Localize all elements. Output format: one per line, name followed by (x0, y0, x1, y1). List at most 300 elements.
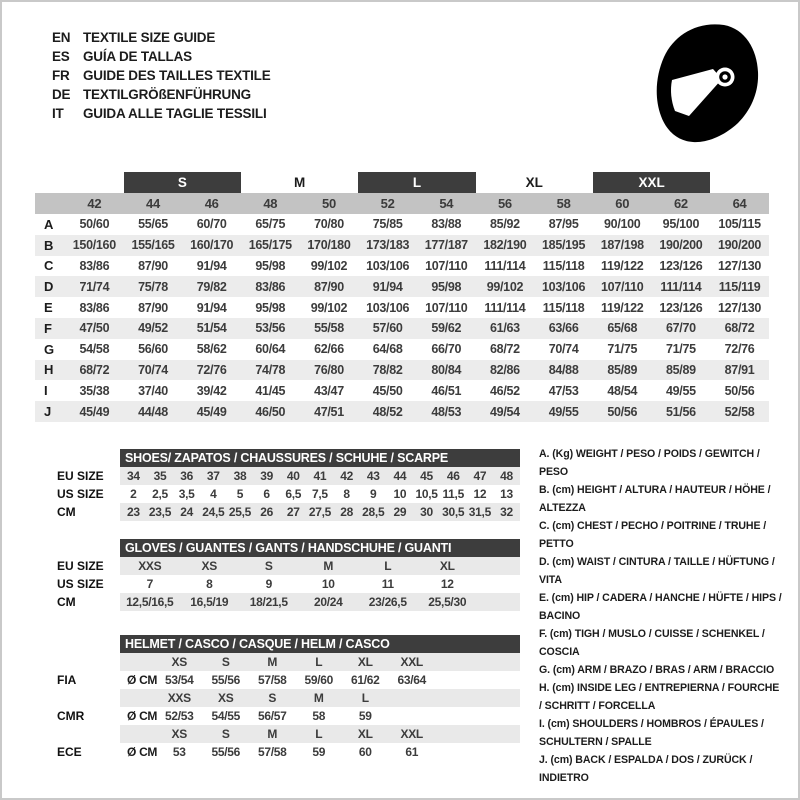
measurement-row (35, 318, 769, 339)
lang-title: GUIDE DES TAILLES TEXTILE (83, 68, 271, 83)
measurement-cell: 50/60 (79, 217, 110, 232)
measurement-cell: 47/51 (314, 404, 344, 419)
lang-code: ES (52, 49, 70, 64)
lang-code: FR (52, 68, 70, 83)
value-cell: 24 (180, 505, 194, 519)
size-header-cell: 50 (322, 196, 336, 211)
value-cell: 11,5 (442, 487, 464, 501)
size-header-cell: 42 (87, 196, 102, 211)
row-label: CM (57, 595, 76, 609)
measurement-cell: 87/90 (138, 258, 168, 273)
size-header-cell: 60 (615, 196, 630, 211)
value-cell: S (221, 655, 230, 669)
row-label: FIA (57, 673, 77, 687)
measurement-cell: 68/72 (490, 342, 520, 357)
measurement-cell: 35/38 (79, 383, 110, 398)
measurement-cell: 99/102 (486, 279, 524, 294)
measurement-cell: 83/88 (431, 217, 462, 232)
table-row (57, 725, 520, 743)
measurement-cell: 103/106 (366, 258, 410, 273)
value-cell: 11 (381, 577, 394, 591)
measurement-cell: 111/114 (484, 300, 526, 315)
measurement-cell: 115/118 (542, 300, 585, 315)
measurement-cell: 190/200 (659, 238, 703, 253)
value-cell: 41 (313, 469, 327, 483)
table-title-bar: GLOVES / GUANTES / GANTS / HANDSCHUHE / GUANTI (120, 539, 520, 557)
value-cell: 10 (321, 577, 335, 591)
lang-code: EN (52, 30, 71, 45)
value-cell: 57/58 (257, 745, 287, 759)
measurement-cell: 95/98 (255, 258, 286, 273)
textile-size-table (35, 172, 769, 422)
value-cell: L (361, 691, 369, 705)
measurement-row (35, 297, 769, 318)
value-cell: XL (357, 727, 373, 741)
value-cell: 18/21,5 (249, 595, 288, 609)
row-label (57, 689, 120, 707)
measurement-cell: 60/70 (196, 217, 227, 232)
measurement-cell: 74/78 (255, 362, 286, 377)
measurement-cell: 49/55 (548, 404, 579, 419)
sizes-header-row (35, 193, 769, 214)
value-cell: 5 (236, 487, 244, 501)
shoes-table (57, 449, 520, 521)
measurement-cell: 62/66 (314, 342, 344, 357)
legend-item-d: D. (cm) WAIST / CINTURA / TAILLE / HÜFTUNG / VITA (539, 556, 775, 586)
measurement-cell: 91/94 (372, 279, 403, 294)
measurement-cell: 70/74 (138, 362, 168, 377)
measurement-cell: 37/40 (138, 383, 168, 398)
value-cell: 32 (500, 505, 513, 519)
measurement-cell: 61/63 (490, 321, 520, 336)
measurement-cell: 95/100 (662, 217, 700, 232)
measurement-cell: 115/118 (542, 258, 585, 273)
size-header-cell: 44 (146, 196, 160, 211)
measurement-cell: 65/68 (607, 321, 638, 336)
row-letter: H (44, 362, 54, 378)
measurement-cell: 57/60 (372, 321, 403, 336)
table-row (57, 467, 520, 485)
lang-line-es (52, 47, 271, 66)
measurement-cell: 75/78 (138, 279, 168, 294)
value-cell: S (264, 559, 273, 573)
lang-title: TEXTILE SIZE GUIDE (83, 30, 216, 45)
table-row (57, 575, 520, 593)
value-cell: 2,5 (152, 487, 168, 501)
value-cell: 10 (393, 487, 407, 501)
measurement-cell: 150/160 (72, 238, 116, 253)
measurement-cell: 127/130 (718, 258, 762, 273)
value-cell: 44 (393, 469, 407, 483)
value-cell: M (267, 655, 278, 669)
measurement-cell: 39/42 (196, 383, 227, 398)
measurement-cell: 46/51 (431, 383, 462, 398)
measurement-cell: 80/84 (431, 362, 462, 377)
label-spacer (57, 635, 120, 653)
measurement-cell: 49/55 (666, 383, 696, 398)
value-cell: 13 (500, 487, 513, 501)
row-letter: D (44, 279, 54, 295)
measurement-cell: 177/187 (424, 238, 468, 253)
value-cell: S (268, 691, 277, 705)
value-cell: 40 (286, 469, 300, 483)
legend-item-f: F. (cm) TIGH / MUSLO / CUISSE / SCHENKEL / COSCIA (539, 628, 765, 658)
measurement-cell: 84/88 (548, 362, 579, 377)
row-letter: E (44, 300, 53, 316)
measurement-row (35, 401, 769, 422)
measurement-cell: 187/198 (600, 238, 644, 253)
value-cell: 25,5/30 (428, 595, 467, 609)
size-header-cell: 58 (556, 196, 571, 211)
value-cell: 23/26,5 (368, 595, 407, 609)
row-cells (120, 485, 520, 503)
value-cell: 25,5 (228, 505, 252, 519)
measurement-row (35, 380, 769, 401)
value-cell: 23 (126, 505, 140, 519)
value-cell: L (315, 727, 323, 741)
value-cell: S (221, 727, 230, 741)
corner-cell (35, 193, 65, 214)
value-cell: 59 (358, 709, 372, 723)
size-group-cell: L (358, 172, 475, 193)
measurement-cell: 46/52 (490, 383, 520, 398)
legend-item-e: E. (cm) HIP / CADERA / HANCHE / HÜFTE / HIPS / BACINO (539, 592, 782, 622)
legend-item-i: I. (cm) SHOULDERS / HOMBROS / ÉPAULES / SCHULTERN / SPALLE (539, 718, 764, 748)
measurement-cell: 107/110 (425, 300, 468, 315)
measurement-cell: 107/110 (601, 279, 644, 294)
row-label (57, 725, 120, 743)
table-header-row (57, 539, 520, 557)
table-row (57, 743, 520, 761)
value-cell: 8 (343, 487, 350, 501)
value-cell: XXL (400, 655, 423, 669)
measurement-cell: 75/85 (372, 217, 403, 232)
value-cell: 53/54 (164, 673, 194, 687)
measurement-row (35, 214, 769, 235)
value-cell: 30 (420, 505, 433, 519)
table-header-row (57, 635, 520, 653)
value-cell: 59 (312, 745, 326, 759)
table-row (57, 485, 520, 503)
value-cell: XL (439, 559, 455, 573)
value-cell: 61/62 (350, 673, 380, 687)
value-cell: 6 (263, 487, 270, 501)
value-cell: 9 (265, 577, 272, 591)
value-cell: 45 (420, 469, 433, 483)
measurement-cell: 76/80 (314, 362, 344, 377)
measurement-cell: 55/65 (138, 217, 168, 232)
value-cell: 27 (286, 505, 300, 519)
legend-item-h: H. (cm) INSIDE LEG / ENTREPIERNA / FOURCHE / SCHRITT / FORCELLA (539, 682, 780, 712)
row-letter: C (44, 258, 54, 274)
measurement-cell: 91/94 (196, 258, 227, 273)
measurement-cell: 115/119 (718, 279, 761, 294)
table-row (57, 653, 520, 671)
value-cell: 6,5 (285, 487, 302, 501)
lang-line-it (52, 104, 271, 123)
value-cell: 57/58 (257, 673, 287, 687)
measurement-cell: 170/180 (307, 238, 351, 253)
measurement-cell: 51/54 (196, 321, 227, 336)
measurement-cell: 155/165 (131, 238, 175, 253)
size-header-cell: 62 (673, 196, 688, 211)
value-cell: 54/55 (211, 709, 241, 723)
unit-cell (120, 689, 156, 707)
measurement-cell: 64/68 (372, 342, 403, 357)
size-group-row (35, 172, 769, 193)
measurement-cell: 99/102 (310, 300, 348, 315)
measurement-cell: 68/72 (79, 362, 110, 377)
measurement-cell: 54/58 (79, 342, 110, 357)
measurement-cell: 105/115 (718, 217, 761, 232)
value-cell: XS (218, 691, 234, 705)
value-cell: 47 (473, 469, 487, 483)
measurement-cell: 47/50 (79, 321, 110, 336)
legend-item-a: A. (Kg) WEIGHT / PESO / POIDS / GEWITCH / PESO (539, 448, 760, 478)
value-cell: 7 (146, 577, 153, 591)
legend-item-g: G. (cm) ARM / BRAZO / BRAS / ARM / BRACCIO (539, 664, 775, 676)
measurement-cell: 95/98 (431, 279, 462, 294)
measurement-cell: 95/98 (255, 300, 286, 315)
measurement-cell: 190/200 (718, 238, 762, 253)
value-cell: 12 (473, 487, 487, 501)
value-cell: XXL (400, 727, 423, 741)
value-cell: M (323, 559, 334, 573)
measurement-cell: 50/56 (724, 383, 755, 398)
measurement-cell: 123/126 (659, 300, 703, 315)
value-cell: 28 (340, 505, 353, 519)
measurement-cell: 65/75 (255, 217, 286, 232)
measurement-cell: 173/183 (366, 238, 410, 253)
measurement-cell: 68/72 (724, 321, 755, 336)
measurement-cell: 185/195 (542, 238, 586, 253)
size-group-cell (710, 172, 769, 193)
measurement-cell: 87/90 (138, 300, 168, 315)
measurement-cell: 71/75 (607, 342, 638, 357)
row-cells (120, 557, 520, 575)
unit-cell: Ø CM (127, 709, 158, 723)
measurement-cell: 79/82 (196, 279, 227, 294)
legend-item-c: C. (cm) CHEST / PECHO / POITRINE / TRUHE / PETTO (539, 520, 767, 550)
value-cell: 37 (206, 469, 220, 483)
measurement-legend (539, 445, 784, 787)
row-cells (120, 467, 520, 485)
legend-item-b: B. (cm) HEIGHT / ALTURA / HAUTEUR / HÖHE / ALTEZZA (539, 484, 771, 514)
measurement-cell: 63/66 (548, 321, 579, 336)
measurement-cell: 99/102 (310, 258, 348, 273)
size-group-cell (35, 172, 124, 193)
row-label: US SIZE (57, 577, 104, 591)
row-letter: B (44, 237, 54, 253)
measurement-cell: 52/58 (724, 404, 755, 419)
value-cell: 7,5 (312, 487, 328, 501)
value-cell: 52/53 (164, 709, 194, 723)
value-cell: 3,5 (178, 487, 195, 501)
measurement-cell: 46/50 (255, 404, 286, 419)
value-cell: 2 (130, 487, 137, 501)
measurement-row (35, 276, 769, 297)
measurement-cell: 71/75 (666, 342, 696, 357)
measurement-cell: 72/76 (196, 362, 227, 377)
value-cell: 35 (153, 469, 167, 483)
measurement-cell: 119/122 (601, 300, 644, 315)
measurement-cell: 45/50 (372, 383, 403, 398)
value-cell: 29 (393, 505, 407, 519)
size-header-cell: 64 (732, 196, 747, 211)
value-cell: 8 (206, 577, 213, 591)
lang-title: TEXTILGRÖßENFÜHRUNG (83, 87, 251, 102)
measurement-cell: 83/86 (79, 258, 110, 273)
table-title-bar: SHOES/ ZAPATOS / CHAUSSURES / SCHUHE / SCARPE (120, 449, 520, 467)
value-cell: 61 (405, 745, 419, 759)
lang-line-en (52, 28, 271, 47)
lang-title: GUÍA DE TALLAS (83, 49, 192, 64)
measurement-cell: 70/74 (548, 342, 579, 357)
value-cell: XS (201, 559, 217, 573)
row-cells (120, 743, 520, 761)
table-row (57, 707, 520, 725)
value-cell: 12,5/16,5 (126, 595, 174, 609)
language-header (52, 28, 271, 123)
value-cell: 43 (366, 469, 380, 483)
value-cell: XS (171, 727, 187, 741)
label-spacer (57, 539, 120, 557)
measurement-row (35, 256, 769, 277)
value-cell: 42 (340, 469, 353, 483)
row-cells (120, 707, 520, 725)
measurement-cell: 78/82 (372, 362, 403, 377)
value-cell: 59/60 (304, 673, 334, 687)
value-cell: 12 (440, 577, 454, 591)
size-group-cell: XL (525, 175, 543, 190)
measurement-cell: 85/92 (490, 217, 520, 232)
row-cells (120, 575, 520, 593)
measurement-cell: 47/53 (548, 383, 579, 398)
value-cell: XXS (167, 691, 191, 705)
measurement-cell: 48/54 (607, 383, 638, 398)
value-cell: 23,5 (148, 505, 172, 519)
table-title-bar: HELMET / CASCO / CASQUE / HELM / CASCO (120, 635, 520, 653)
measurement-cell: 70/80 (314, 217, 344, 232)
value-cell: M (313, 691, 324, 705)
gloves-table (57, 539, 520, 611)
measurement-cell: 85/89 (666, 362, 696, 377)
value-cell: 55/56 (211, 745, 241, 759)
row-cells (120, 653, 520, 671)
table-header-row (57, 449, 520, 467)
value-cell: 55/56 (211, 673, 241, 687)
measurement-cell: 67/70 (666, 321, 696, 336)
value-cell: 10,5 (415, 487, 438, 501)
size-header-cell: 48 (263, 196, 278, 211)
measurement-cell: 111/114 (484, 258, 526, 273)
row-cells (120, 593, 520, 611)
value-cell: 31,5 (468, 505, 491, 519)
measurement-cell: 83/86 (255, 279, 286, 294)
value-cell: 9 (370, 487, 377, 501)
row-label: CMR (57, 709, 85, 723)
label-spacer (57, 449, 120, 467)
value-cell: 26 (260, 505, 273, 519)
measurement-cell: 49/52 (138, 321, 168, 336)
value-cell: 46 (446, 469, 460, 483)
measurement-cell: 119/122 (601, 258, 644, 273)
value-cell: 4 (210, 487, 217, 501)
measurement-cell: 82/86 (490, 362, 520, 377)
table-row (57, 671, 520, 689)
measurement-cell: 43/47 (314, 383, 344, 398)
measurement-cell: 87/95 (548, 217, 579, 232)
size-header-cell: 56 (497, 196, 512, 211)
measurement-row (35, 235, 769, 256)
value-cell: M (267, 727, 278, 741)
measurement-cell: 127/130 (718, 300, 762, 315)
row-label (57, 653, 120, 671)
value-cell: L (384, 559, 392, 573)
row-letter: I (44, 383, 48, 399)
row-cells (120, 503, 520, 521)
measurement-cell: 107/110 (425, 258, 468, 273)
lang-title: GUIDA ALLE TAGLIE TESSILI (83, 106, 267, 121)
measurement-cell: 56/60 (138, 342, 168, 357)
measurement-cell: 49/54 (490, 404, 520, 419)
value-cell: 56/57 (257, 709, 287, 723)
measurement-cell: 66/70 (431, 342, 462, 357)
value-cell: XS (171, 655, 187, 669)
measurement-cell: 72/76 (724, 342, 755, 357)
measurement-cell: 55/58 (314, 321, 344, 336)
value-cell: 48 (500, 469, 513, 483)
measurement-cell: 160/170 (190, 238, 234, 253)
table-row (57, 557, 520, 575)
measurement-cell: 111/114 (660, 279, 702, 294)
value-cell: 58 (312, 709, 326, 723)
value-cell: 63/64 (397, 673, 427, 687)
value-cell: 38 (233, 469, 247, 483)
unit-cell: Ø CM (127, 673, 158, 687)
lang-line-fr (52, 66, 271, 85)
table-row (57, 503, 520, 521)
lang-line-de (52, 85, 271, 104)
helmet-icon (652, 22, 762, 144)
value-cell: 60 (358, 745, 372, 759)
measurement-cell: 103/106 (542, 279, 586, 294)
value-cell: 36 (180, 469, 194, 483)
measurement-cell: 87/91 (724, 362, 755, 377)
measurement-cell: 165/175 (248, 238, 292, 253)
value-cell: 28,5 (362, 505, 385, 519)
measurement-cell: 50/56 (607, 404, 638, 419)
lang-code: DE (52, 87, 71, 102)
measurement-cell: 182/190 (483, 238, 527, 253)
row-label: ECE (57, 745, 82, 759)
value-cell: L (315, 655, 323, 669)
size-header-cell: 46 (204, 196, 219, 211)
measurement-cell: 71/74 (79, 279, 110, 294)
measurement-cell: 90/100 (604, 217, 641, 232)
legend-item-j: J. (cm) BACK / ESPALDA / DOS / ZURÜCK / INDIETRO (539, 754, 753, 784)
measurement-cell: 45/49 (196, 404, 227, 419)
value-cell: XXS (138, 559, 162, 573)
measurement-cell: 87/90 (314, 279, 344, 294)
measurement-cell: 48/53 (431, 404, 462, 419)
row-label: EU SIZE (57, 469, 104, 483)
row-letter: A (44, 216, 54, 232)
measurement-cell: 103/106 (366, 300, 410, 315)
measurement-row (35, 360, 769, 381)
row-letter: J (44, 404, 52, 420)
value-cell: 24,5 (202, 505, 225, 519)
